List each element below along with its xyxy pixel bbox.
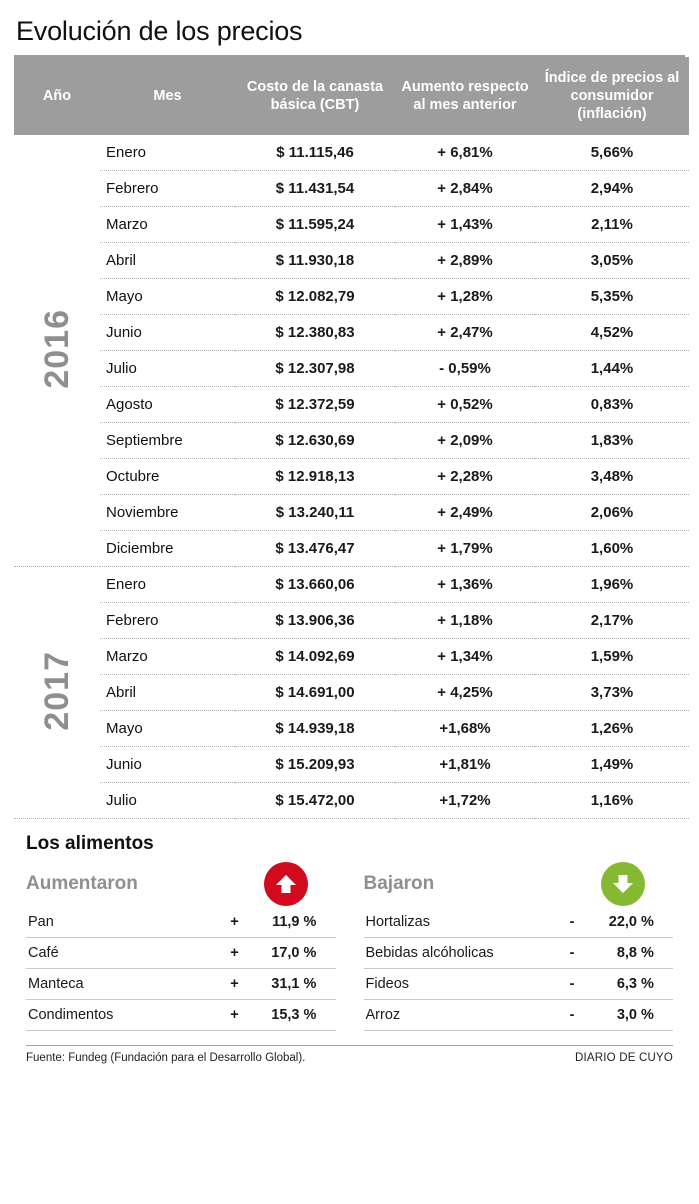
food-down-name: Arroz bbox=[364, 1000, 560, 1031]
cell-cpi: 2,06% bbox=[535, 495, 689, 531]
cell-cbt: $ 14.092,69 bbox=[235, 639, 395, 675]
cell-cbt: $ 11.595,24 bbox=[235, 207, 395, 243]
cell-cpi: 1,44% bbox=[535, 351, 689, 387]
cell-cpi: 1,26% bbox=[535, 711, 689, 747]
table-row bbox=[14, 279, 689, 315]
cell-increase: + 2,49% bbox=[395, 495, 535, 531]
foods-decrease-column bbox=[364, 861, 674, 1031]
cell-cbt: $ 12.630,69 bbox=[235, 423, 395, 459]
foods-decrease-table bbox=[364, 907, 674, 1031]
cell-cbt: $ 15.209,93 bbox=[235, 747, 395, 783]
cell-cpi: 1,96% bbox=[535, 567, 689, 603]
cell-month: Junio bbox=[100, 747, 235, 783]
cell-cpi: 0,83% bbox=[535, 387, 689, 423]
cell-month: Mayo bbox=[100, 279, 235, 315]
cell-increase: + 1,43% bbox=[395, 207, 535, 243]
foods-increase-column bbox=[26, 861, 336, 1031]
cell-month: Noviembre bbox=[100, 495, 235, 531]
table-row bbox=[14, 207, 689, 243]
cell-cpi: 5,35% bbox=[535, 279, 689, 315]
cell-month: Febrero bbox=[100, 603, 235, 639]
table-row bbox=[14, 423, 689, 459]
food-up-sign: + bbox=[222, 938, 248, 969]
foods-increase-header bbox=[26, 861, 336, 907]
cell-increase: + 1,79% bbox=[395, 531, 535, 567]
food-up-name: Café bbox=[26, 938, 222, 969]
cell-cbt: $ 12.918,13 bbox=[235, 459, 395, 495]
food-row bbox=[364, 969, 674, 1000]
cell-cpi: 1,49% bbox=[535, 747, 689, 783]
food-up-unit: % bbox=[302, 969, 336, 1000]
cell-increase: + 4,25% bbox=[395, 675, 535, 711]
table-body bbox=[14, 135, 689, 819]
food-down-sign: - bbox=[559, 1000, 585, 1031]
food-down-name: Hortalizas bbox=[364, 907, 560, 938]
cell-increase: + 1,18% bbox=[395, 603, 535, 639]
cell-cpi: 1,59% bbox=[535, 639, 689, 675]
food-up-unit: % bbox=[302, 907, 336, 938]
table-row bbox=[14, 243, 689, 279]
col-header-year: Año bbox=[14, 57, 100, 135]
table-row bbox=[14, 495, 689, 531]
cell-cbt: $ 13.906,36 bbox=[235, 603, 395, 639]
cell-cpi: 3,48% bbox=[535, 459, 689, 495]
year-cell bbox=[14, 567, 100, 819]
foods-section bbox=[26, 861, 673, 1031]
cell-cbt: $ 12.372,59 bbox=[235, 387, 395, 423]
col-header-cbt: Costo de la canasta básica (CBT) bbox=[235, 57, 395, 135]
table-row bbox=[14, 639, 689, 675]
food-down-sign: - bbox=[559, 969, 585, 1000]
cell-month: Mayo bbox=[100, 711, 235, 747]
food-down-unit: % bbox=[639, 969, 673, 1000]
cell-increase: + 2,89% bbox=[395, 243, 535, 279]
cell-month: Abril bbox=[100, 675, 235, 711]
cell-cpi: 3,05% bbox=[535, 243, 689, 279]
table-row bbox=[14, 531, 689, 567]
food-row bbox=[364, 907, 674, 938]
cell-cbt: $ 15.472,00 bbox=[235, 783, 395, 819]
cell-cbt: $ 12.307,98 bbox=[235, 351, 395, 387]
food-down-name: Fideos bbox=[364, 969, 560, 1000]
col-header-month: Mes bbox=[100, 57, 235, 135]
table-header bbox=[14, 57, 689, 135]
foods-decrease-body bbox=[364, 907, 674, 1031]
cell-cpi: 5,66% bbox=[535, 135, 689, 171]
table-row bbox=[14, 351, 689, 387]
food-up-sign: + bbox=[222, 969, 248, 1000]
food-up-unit: % bbox=[302, 938, 336, 969]
food-down-value: 6,3 bbox=[585, 969, 639, 1000]
cell-cpi: 2,94% bbox=[535, 171, 689, 207]
cell-increase: + 0,52% bbox=[395, 387, 535, 423]
cell-month: Marzo bbox=[100, 207, 235, 243]
cell-cbt: $ 11.431,54 bbox=[235, 171, 395, 207]
food-up-sign: + bbox=[222, 907, 248, 938]
food-up-value: 15,3 bbox=[248, 1000, 302, 1031]
footer bbox=[26, 1052, 673, 1064]
cell-cpi: 3,73% bbox=[535, 675, 689, 711]
cell-month: Junio bbox=[100, 315, 235, 351]
col-header-cpi: Índice de precios al consumidor (inflación) bbox=[535, 57, 689, 135]
table-row bbox=[14, 567, 689, 603]
foods-decrease-label: Bajaron bbox=[363, 873, 435, 895]
prices-table bbox=[14, 57, 689, 819]
table-row bbox=[14, 459, 689, 495]
cell-increase: - 0,59% bbox=[395, 351, 535, 387]
cell-cpi: 1,60% bbox=[535, 531, 689, 567]
cell-cpi: 4,52% bbox=[535, 315, 689, 351]
arrow-up-icon bbox=[264, 862, 308, 906]
cell-increase: + 2,28% bbox=[395, 459, 535, 495]
cell-month: Enero bbox=[100, 567, 235, 603]
food-down-unit: % bbox=[639, 1000, 673, 1031]
food-up-value: 31,1 bbox=[248, 969, 302, 1000]
year-label: 2016 bbox=[37, 309, 76, 389]
foods-increase-body bbox=[26, 907, 336, 1031]
cell-cpi: 1,16% bbox=[535, 783, 689, 819]
food-down-value: 22,0 bbox=[585, 907, 639, 938]
food-down-value: 3,0 bbox=[585, 1000, 639, 1031]
cell-cpi: 2,17% bbox=[535, 603, 689, 639]
cell-increase: + 2,84% bbox=[395, 171, 535, 207]
footer-credit: DIARIO DE CUYO bbox=[574, 1052, 673, 1065]
food-up-name: Condimentos bbox=[26, 1000, 222, 1031]
cell-cpi: 2,11% bbox=[535, 207, 689, 243]
cell-cbt: $ 11.115,46 bbox=[235, 135, 395, 171]
year-cell bbox=[14, 135, 100, 567]
cell-cbt: $ 14.691,00 bbox=[235, 675, 395, 711]
food-down-name: Bebidas alcóholicas bbox=[364, 938, 560, 969]
cell-month: Septiembre bbox=[100, 423, 235, 459]
food-row bbox=[26, 907, 336, 938]
col-header-increase: Aumento respecto al mes anterior bbox=[395, 57, 535, 135]
cell-cbt: $ 13.476,47 bbox=[235, 531, 395, 567]
food-up-value: 11,9 bbox=[248, 907, 302, 938]
food-up-unit: % bbox=[302, 1000, 336, 1031]
cell-increase: + 2,09% bbox=[395, 423, 535, 459]
cell-cbt: $ 11.930,18 bbox=[235, 243, 395, 279]
cell-month: Julio bbox=[100, 783, 235, 819]
table-header-row bbox=[14, 57, 689, 135]
cell-increase: +1,72% bbox=[395, 783, 535, 819]
cell-cbt: $ 13.660,06 bbox=[235, 567, 395, 603]
table-row bbox=[14, 171, 689, 207]
food-down-unit: % bbox=[639, 907, 673, 938]
cell-month: Abril bbox=[100, 243, 235, 279]
page-title: Evolución de los precios bbox=[16, 16, 303, 46]
food-up-sign: + bbox=[222, 1000, 248, 1031]
cell-cbt: $ 12.380,83 bbox=[235, 315, 395, 351]
table-row bbox=[14, 135, 689, 171]
cell-month: Enero bbox=[100, 135, 235, 171]
cell-increase: + 6,81% bbox=[395, 135, 535, 171]
table-row bbox=[14, 315, 689, 351]
food-down-sign: - bbox=[559, 907, 585, 938]
table-row bbox=[14, 675, 689, 711]
table-row bbox=[14, 747, 689, 783]
cell-month: Agosto bbox=[100, 387, 235, 423]
foods-decrease-header bbox=[364, 861, 674, 907]
footer-source: Fuente: Fundeg (Fundación para el Desarrollo Global). bbox=[26, 1052, 306, 1065]
food-up-name: Manteca bbox=[26, 969, 222, 1000]
food-row bbox=[26, 969, 336, 1000]
arrow-down-icon bbox=[601, 862, 645, 906]
cell-increase: + 1,36% bbox=[395, 567, 535, 603]
table-row bbox=[14, 711, 689, 747]
food-row bbox=[364, 1000, 674, 1031]
food-up-value: 17,0 bbox=[248, 938, 302, 969]
cell-increase: + 1,34% bbox=[395, 639, 535, 675]
food-down-value: 8,8 bbox=[585, 938, 639, 969]
cell-cpi: 1,83% bbox=[535, 423, 689, 459]
table-row bbox=[14, 783, 689, 819]
food-row bbox=[26, 1000, 336, 1031]
cell-month: Febrero bbox=[100, 171, 235, 207]
cell-cbt: $ 14.939,18 bbox=[235, 711, 395, 747]
food-down-sign: - bbox=[559, 938, 585, 969]
cell-increase: + 1,28% bbox=[395, 279, 535, 315]
cell-month: Julio bbox=[100, 351, 235, 387]
cell-month: Diciembre bbox=[100, 531, 235, 567]
food-up-name: Pan bbox=[26, 907, 222, 938]
cell-increase: +1,81% bbox=[395, 747, 535, 783]
year-label: 2017 bbox=[37, 651, 76, 731]
footer-divider bbox=[26, 1045, 673, 1046]
table-row bbox=[14, 603, 689, 639]
food-row bbox=[26, 938, 336, 969]
cell-month: Marzo bbox=[100, 639, 235, 675]
cell-cbt: $ 13.240,11 bbox=[235, 495, 395, 531]
foods-increase-table bbox=[26, 907, 336, 1031]
foods-section-title: Los alimentos bbox=[26, 833, 154, 855]
cell-cbt: $ 12.082,79 bbox=[235, 279, 395, 315]
foods-increase-label: Aumentaron bbox=[26, 873, 138, 895]
table-row bbox=[14, 387, 689, 423]
cell-increase: +1,68% bbox=[395, 711, 535, 747]
food-down-unit: % bbox=[639, 938, 673, 969]
cell-month: Octubre bbox=[100, 459, 235, 495]
food-row bbox=[364, 938, 674, 969]
cell-increase: + 2,47% bbox=[395, 315, 535, 351]
